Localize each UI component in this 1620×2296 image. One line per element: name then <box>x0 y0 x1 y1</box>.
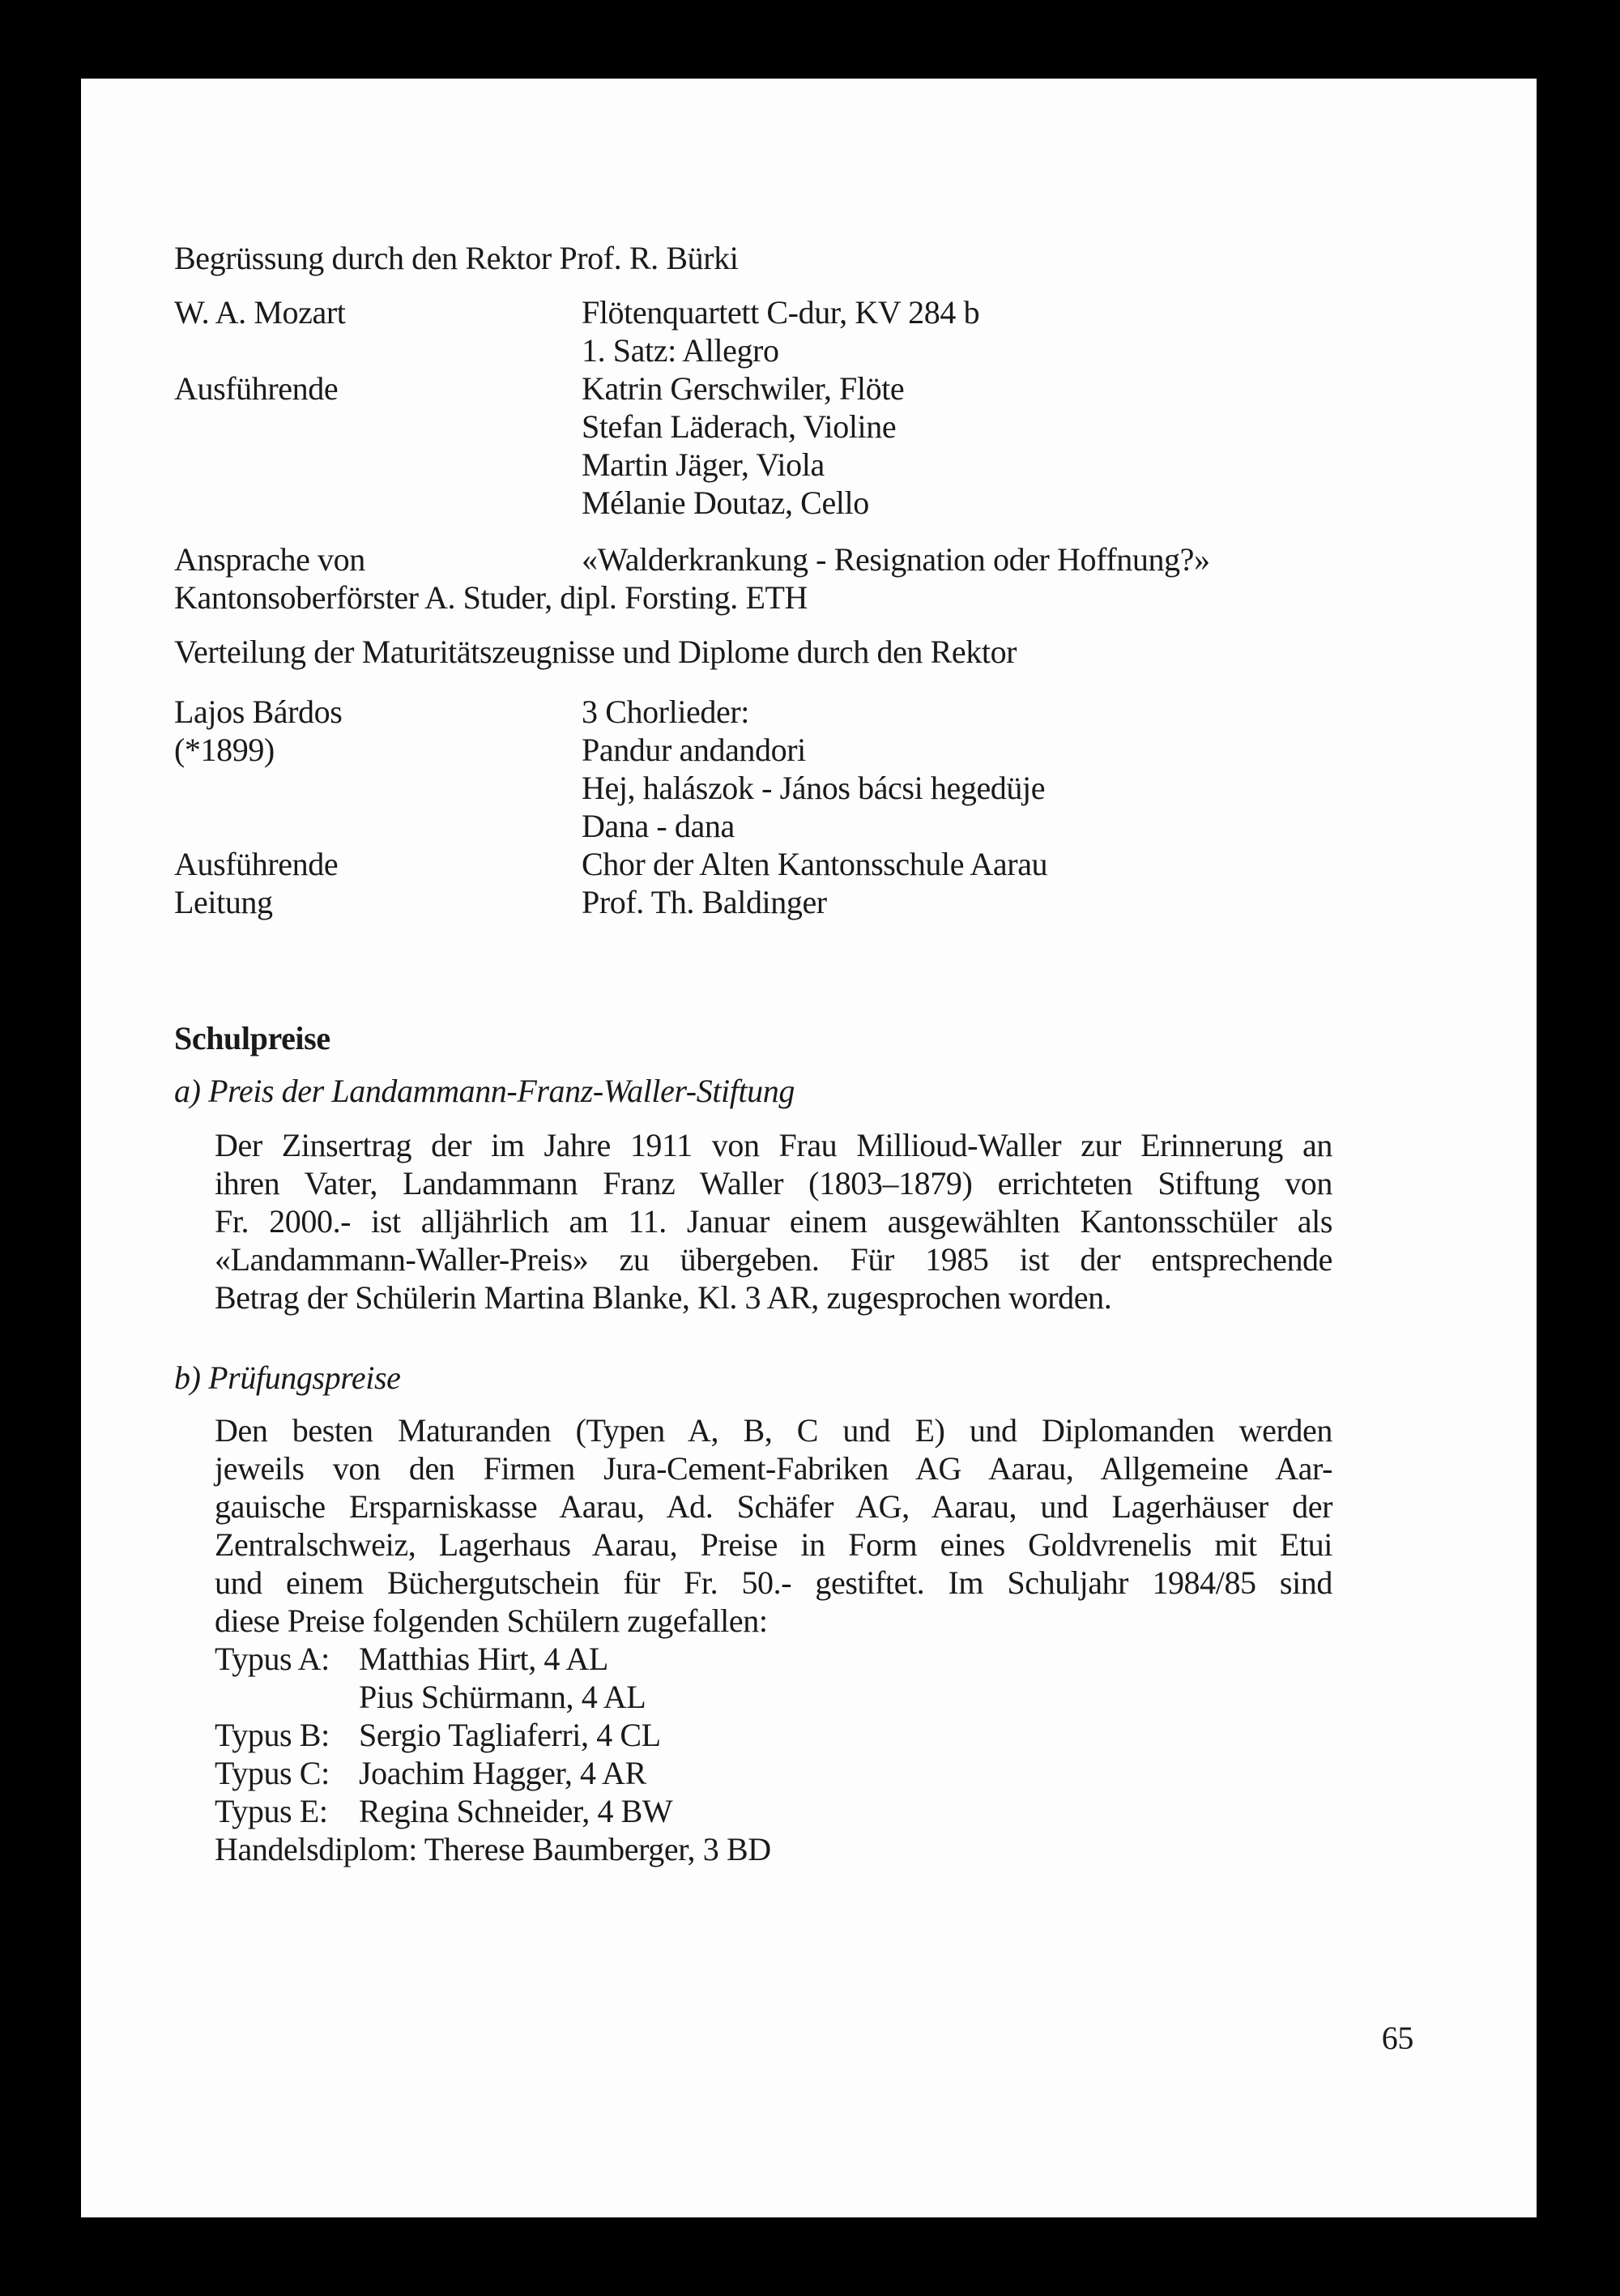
winner-type: Typus E: <box>215 1793 328 1829</box>
winner-type: Typus C: <box>215 1755 330 1791</box>
program-right: Chor der Alten Kantonsschule Aarau <box>582 846 1048 882</box>
program-left: Ausführende <box>174 846 339 882</box>
program-left: Lajos Bárdos <box>174 693 343 730</box>
program-right: Hej, halászok - János bácsi hegedüje <box>582 770 1046 806</box>
section-title: Schulpreise <box>174 1020 330 1056</box>
winner-name: Pius Schürmann, 4 AL <box>359 1679 646 1715</box>
speech-block <box>174 540 1210 617</box>
speech-speaker: Kantonsoberförster A. Studer, dipl. Forsting. ETH <box>174 579 808 616</box>
paragraph-line: Der Zinsertrag der im Jahre 1911 von Frau Millioud-Waller zur Erinnerung an <box>215 1127 1332 1163</box>
program-left: Leitung <box>174 884 273 920</box>
program-right: Dana - dana <box>582 808 735 844</box>
winner-row <box>215 1754 1332 1792</box>
page-number: 65 <box>1381 2020 1413 2056</box>
program-right: Prof. Th. Baldinger <box>582 884 827 920</box>
handelsdiplom-line: Handelsdiplom: Therese Baumberger, 3 BD <box>215 1831 771 1867</box>
winner-name: Joachim Hagger, 4 AR <box>359 1755 646 1791</box>
program-right: 1. Satz: Allegro <box>582 332 779 369</box>
winner-row <box>215 1640 1332 1678</box>
program-mozart <box>174 293 979 522</box>
winner-row <box>215 1716 1332 1754</box>
program-left <box>174 331 582 369</box>
program-left: (*1899) <box>174 732 275 768</box>
paragraph-line: jeweils von den Firmen Jura-Cement-Fabriken AG Aarau, Allgemeine Aar- <box>215 1450 1332 1487</box>
winner-row <box>215 1792 1332 1830</box>
distribution-line: Verteilung der Maturitätszeugnisse und Diplome durch den Rektor <box>174 634 1017 670</box>
program-left <box>174 446 582 484</box>
paragraph-line: Zentralschweiz, Lagerhaus Aarau, Preise in Form eines Goldvrenelis mit Etui <box>215 1526 1332 1563</box>
winner-type: Typus B: <box>215 1717 330 1753</box>
program-right: Katrin Gerschwiler, Flöte <box>582 370 905 407</box>
program-left <box>174 408 582 446</box>
paragraph-line: diese Preise folgenden Schülern zugefallen: <box>215 1603 768 1639</box>
paragraph-line: gauische Ersparniskasse Aarau, Ad. Schäfer AG, Aarau, und Lagerhäuser der <box>215 1488 1332 1525</box>
winner-type: Typus A: <box>215 1641 330 1677</box>
paragraph-line: und einem Büchergutschein für Fr. 50.- gestiftet. Im Schuljahr 1984/85 sind <box>215 1564 1332 1601</box>
speech-title: «Walderkrankung - Resignation oder Hoffnung?» <box>582 541 1210 578</box>
prize-a-heading: a) Preis der Landammann-Franz-Waller-Stiftung <box>174 1073 795 1109</box>
prize-b-paragraph <box>215 1411 1332 1868</box>
winner-name: Sergio Tagliaferri, 4 CL <box>359 1717 661 1753</box>
prize-a-paragraph <box>215 1126 1332 1317</box>
program-right: Flötenquartett C-dur, KV 284 b <box>582 294 980 331</box>
program-right: Pandur andandori <box>582 732 806 768</box>
speech-label: Ansprache von <box>174 541 365 578</box>
program-bardos <box>174 693 1047 921</box>
paragraph-line: Betrag der Schülerin Martina Blanke, Kl. 3 AR, zugesprochen worden. <box>215 1279 1112 1316</box>
program-left: Ausführende <box>174 370 339 407</box>
document-page <box>81 79 1537 2217</box>
program-left: W. A. Mozart <box>174 294 346 331</box>
program-right: Martin Jäger, Viola <box>582 446 825 483</box>
program-left <box>174 484 582 522</box>
winner-name: Regina Schneider, 4 BW <box>359 1793 673 1829</box>
paragraph-line: Fr. 2000.- ist alljährlich am 11. Januar einem ausgewählten Kantonsschüler als <box>215 1203 1332 1240</box>
paragraph-line: «Landammann-Waller-Preis» zu übergeben. Für 1985 ist der entsprechende <box>215 1241 1332 1278</box>
winner-row <box>215 1678 1332 1716</box>
paragraph-line: ihren Vater, Landammann Franz Waller (1803–1879) errichteten Stiftung von <box>215 1165 1332 1201</box>
program-right: 3 Chorlieder: <box>582 693 749 730</box>
program-left <box>174 769 582 807</box>
greeting-line: Begrüssung durch den Rektor Prof. R. Bürki <box>174 240 739 276</box>
program-right: Mélanie Doutaz, Cello <box>582 484 869 521</box>
winner-type <box>215 1678 359 1716</box>
program-left <box>174 807 582 845</box>
paragraph-line: Den besten Maturanden (Typen A, B, C und E) und Diplomanden werden <box>215 1412 1332 1449</box>
prize-b-heading: b) Prüfungspreise <box>174 1359 401 1396</box>
program-right: Stefan Läderach, Violine <box>582 408 897 445</box>
winner-name: Matthias Hirt, 4 AL <box>359 1641 608 1677</box>
